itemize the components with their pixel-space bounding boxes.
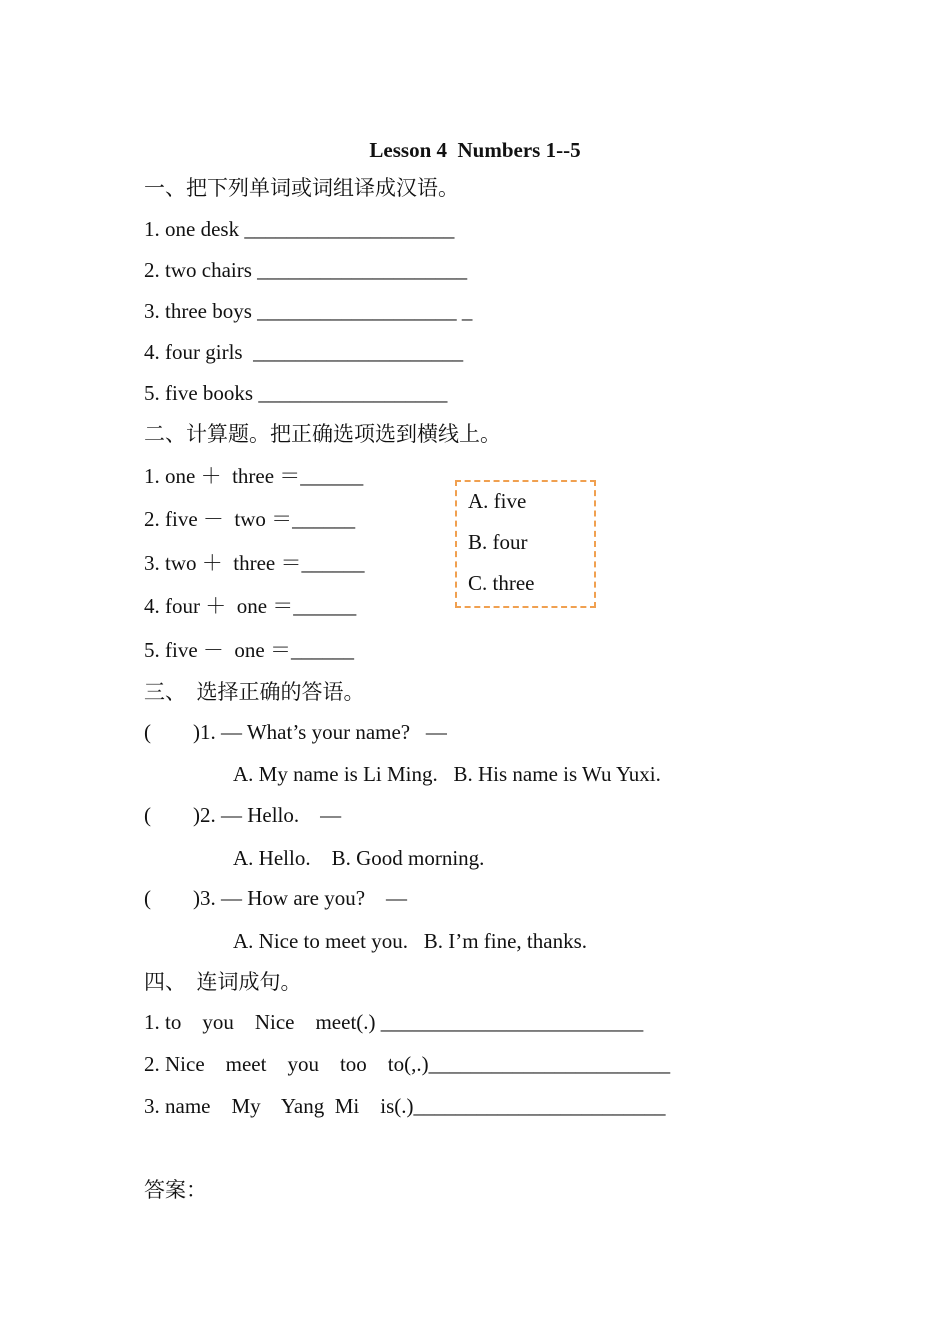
section1-heading: 一、把下列单词或词组译成汉语。 bbox=[144, 176, 459, 200]
question: ( )1. — What’s your name? — bbox=[144, 720, 447, 744]
section2-item: 5. five － one ＝______ bbox=[144, 638, 354, 662]
answer-choices: A. Nice to meet you. B. I’m fine, thanks. bbox=[233, 929, 588, 953]
answer-choices: A. My name is Li Ming. B. His name is Wu Yuxi. bbox=[233, 762, 661, 786]
section2-item: 1. one ＋ three ＝______ bbox=[144, 464, 364, 488]
question: ( )2. — Hello. — bbox=[144, 803, 342, 827]
question: ( )3. — How are you? — bbox=[144, 886, 408, 910]
section2-item: 2. five － two ＝______ bbox=[144, 507, 356, 531]
section1-item: 2. two chairs ____________________ bbox=[144, 258, 468, 282]
section4-item: 3. name My Yang Mi is(.)________________________ bbox=[144, 1094, 666, 1118]
section2-item: 4. four ＋ one ＝______ bbox=[144, 594, 357, 618]
answer-label: 答案： bbox=[144, 1178, 207, 1202]
section1-item: 3. three boys ___________________ _ bbox=[144, 299, 473, 323]
answer-choices: A. Hello. B. Good morning. bbox=[233, 846, 485, 870]
option-c: C. three bbox=[468, 571, 535, 595]
option-b: B. four bbox=[468, 530, 528, 554]
section4-item: 2. Nice meet you too to(,.)_______________________ bbox=[144, 1052, 671, 1076]
section3-heading: 三、 选择正确的答语。 bbox=[144, 680, 365, 704]
section4-heading: 四、 连词成句。 bbox=[144, 970, 302, 994]
section1-item: 4. four girls ____________________ bbox=[144, 340, 464, 364]
options-box bbox=[455, 480, 596, 608]
section2-heading: 二、计算题。把正确选项选到横线上。 bbox=[144, 422, 501, 446]
option-a: A. five bbox=[468, 489, 527, 513]
section1-item: 5. five books __________________ bbox=[144, 381, 448, 405]
section1-item: 1. one desk ____________________ bbox=[144, 217, 455, 241]
section2-item: 3. two ＋ three ＝______ bbox=[144, 551, 365, 575]
page-title: Lesson 4 Numbers 1--5 bbox=[369, 138, 581, 162]
section4-item: 1. to you Nice meet(.) _________________________ bbox=[144, 1010, 644, 1034]
